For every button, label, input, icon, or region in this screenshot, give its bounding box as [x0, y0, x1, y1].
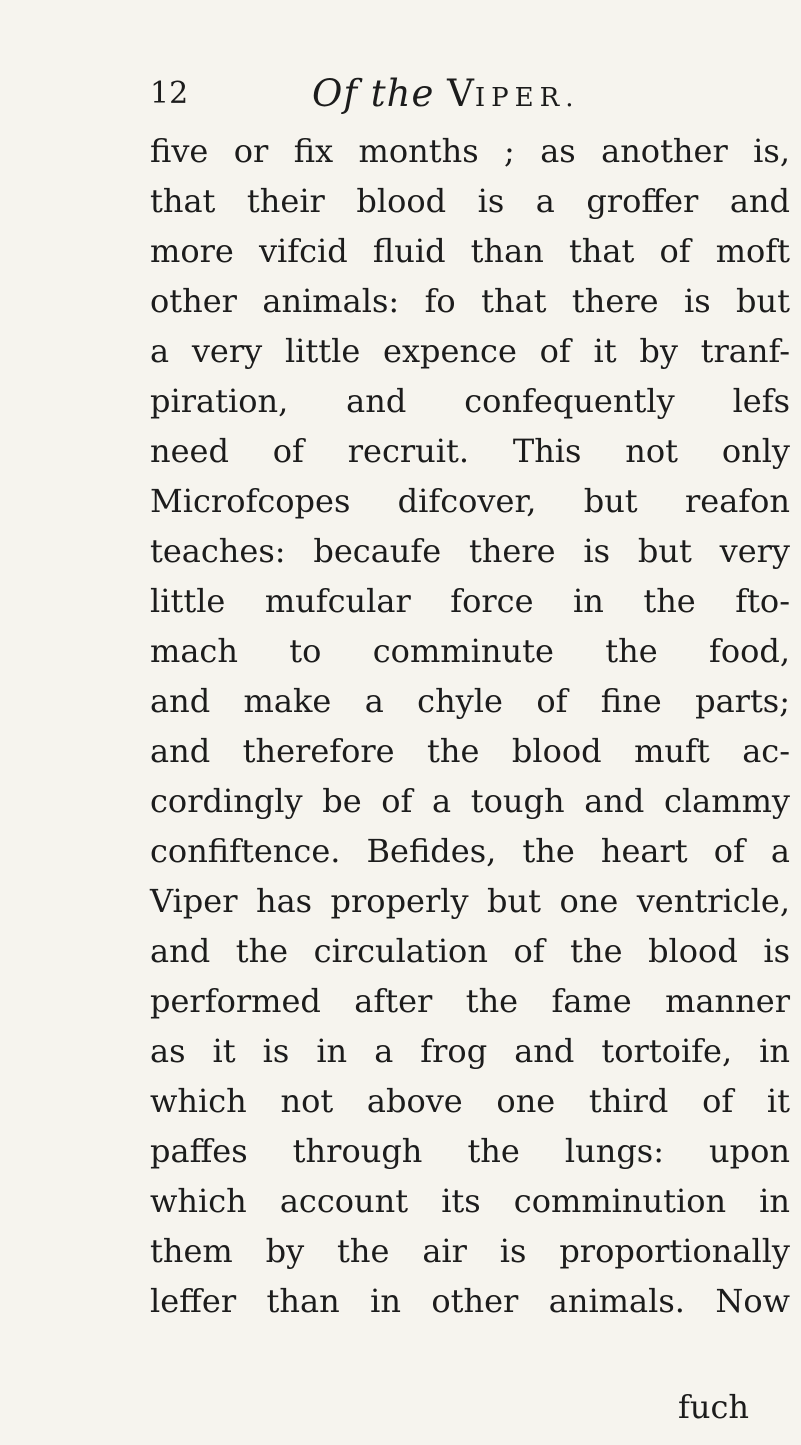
text-line: teaches: becaufe there is but very	[150, 532, 790, 570]
text-line: which account its comminution in	[150, 1182, 790, 1220]
text-line: piration, and confequently lefs	[150, 382, 790, 420]
text-line: leffer than in other animals. Now	[150, 1282, 790, 1320]
text-line: and the circulation of the blood is	[150, 932, 790, 970]
text-line: confiftence. Befides, the heart of a	[150, 832, 790, 870]
running-head-title-rest: IPER.	[474, 83, 580, 113]
text-line: which not above one third of it	[150, 1082, 790, 1120]
text-line: more vifcid fluid than that of moft	[150, 232, 790, 270]
text-line: and make a chyle of fine parts;	[150, 682, 790, 720]
text-line: performed after the fame manner	[150, 982, 790, 1020]
text-line: and therefore the blood muft ac-	[150, 732, 790, 770]
text-line: them by the air is proportionally	[150, 1232, 790, 1270]
text-line: mach to comminute the food,	[150, 632, 790, 670]
body-text	[150, 126, 790, 1326]
page-header	[150, 68, 630, 120]
running-head-title-initial: V	[447, 72, 475, 115]
text-line: as it is in a frog and tortoife, in	[150, 1032, 790, 1070]
text-line: Microfcopes difcover, but reafon	[150, 482, 790, 520]
text-line: five or fix months ; as another is,	[150, 132, 790, 170]
text-line: a very little expence of it by tranf-	[150, 332, 790, 370]
running-head-prefix: Of the	[312, 72, 435, 115]
text-line: other animals: fo that there is but	[150, 282, 790, 320]
text-line: need of recruit. This not only	[150, 432, 790, 470]
running-head	[312, 68, 579, 124]
text-line: Viper has properly but one ventricle,	[150, 882, 790, 920]
text-line: cordingly be of a tough and clammy	[150, 782, 790, 820]
text-line: that their blood is a groffer and	[150, 182, 790, 220]
text-line: little mufcular force in the fto-	[150, 582, 790, 620]
text-line: paffes through the lungs: upon	[150, 1132, 790, 1170]
catchword: fuch	[678, 1388, 749, 1426]
page-number: 12	[150, 76, 189, 111]
